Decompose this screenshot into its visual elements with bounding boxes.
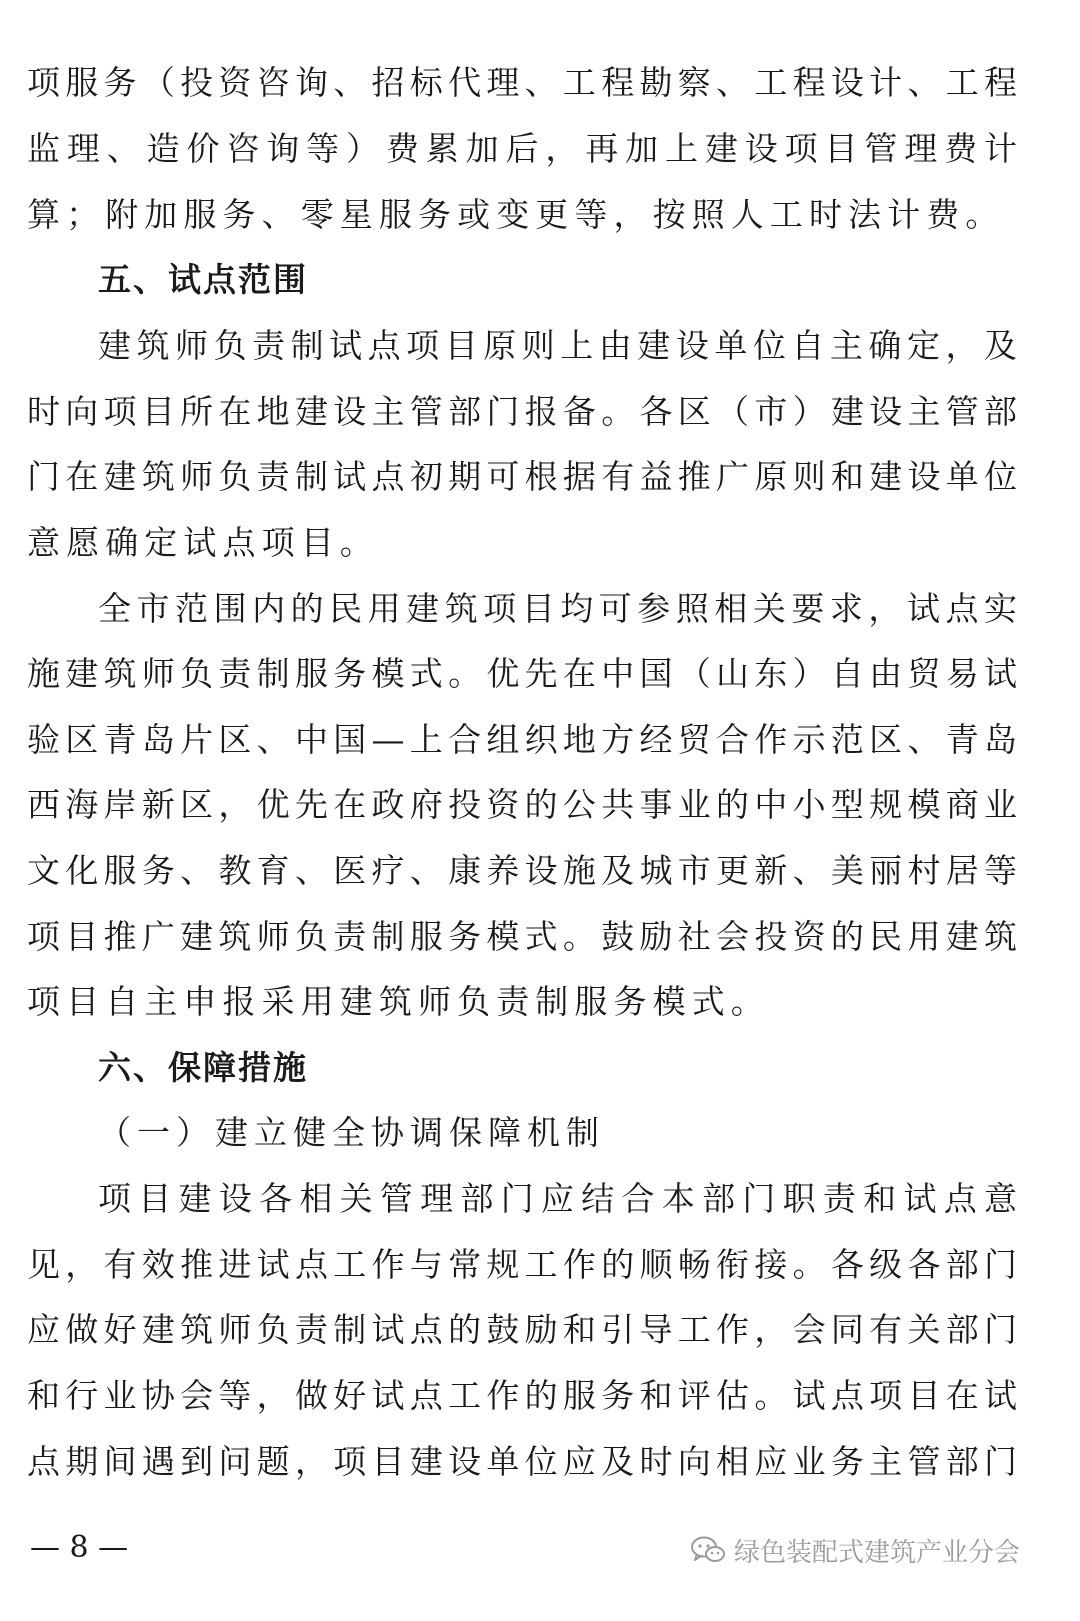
text-line: 验区青岛片区、中国—上合组织地方经贸合作示范区、青岛 (27, 720, 1017, 759)
text-line: 项目推广建筑师负责制服务模式。鼓励社会投资的民用建筑 (27, 917, 1017, 956)
text-line: 项目建设各相关管理部门应结合本部门职责和试点意 (98, 1179, 1017, 1218)
text-line: 和行业协会等，做好试点工作的服务和评估。试点项目在试 (27, 1376, 1017, 1415)
wechat-icon (690, 1535, 726, 1565)
text-line: 门在建筑师负责制试点初期可根据有益推广原则和建设单位 (27, 457, 1017, 496)
subsection-heading: （一）建立健全协调保障机制 (98, 1113, 605, 1152)
text-line: 项目自主申报采用建筑师负责制服务模式。 (27, 982, 770, 1021)
text-line: 监理、造价咨询等）费累加后，再加上建设项目管理费计 (27, 129, 1017, 168)
text-line: 全市范围内的民用建筑项目均可参照相关要求，试点实 (98, 589, 1017, 628)
text-line: 建筑师负责制试点项目原则上由建设单位自主确定，及 (98, 326, 1017, 365)
text-line: 时向项目所在地建设主管部门报备。各区（市）建设主管部 (27, 392, 1017, 431)
section-heading: 五、试点范围 (98, 260, 308, 299)
text-line: 西海岸新区，优先在政府投资的公共事业的中小型规模商业 (27, 785, 1017, 824)
text-line: 点期间遇到问题，项目建设单位应及时向相应业务主管部门 (27, 1442, 1017, 1481)
text-line: 意愿确定试点项目。 (27, 523, 379, 562)
section-heading: 六、保障措施 (98, 1048, 308, 1087)
text-line: 应做好建筑师负责制试点的鼓励和引导工作，会同有关部门 (27, 1310, 1017, 1349)
watermark-text: 绿色装配式建筑产业分会 (734, 1537, 1021, 1568)
text-line: 文化服务、教育、医疗、康养设施及城市更新、美丽村居等 (27, 851, 1017, 890)
text-line: 施建筑师负责制服务模式。优先在中国（山东）自由贸易试 (27, 654, 1017, 693)
text-line: 项服务（投资咨询、招标代理、工程勘察、工程设计、工程 (27, 63, 1017, 102)
text-line: 见，有效推进试点工作与常规工作的顺畅衔接。各级各部门 (27, 1245, 1017, 1284)
watermark (690, 1528, 1020, 1572)
page-number: — 8 — (30, 1530, 129, 1565)
text-line: 算；附加服务、零星服务或变更等，按照人工时法计费。 (27, 195, 1005, 234)
